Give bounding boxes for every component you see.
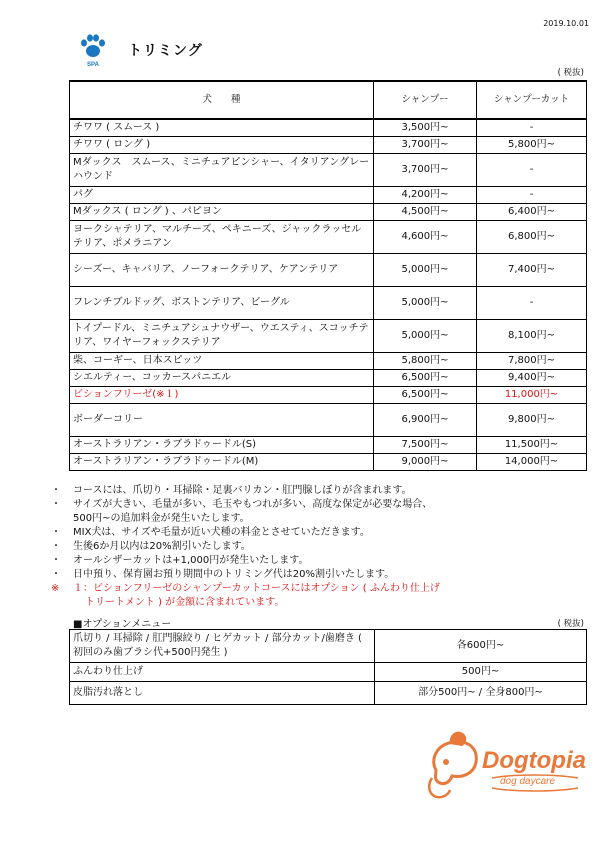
- header-breed: 犬 種: [70, 81, 374, 119]
- logo-tagline: dog daycare: [500, 776, 556, 787]
- shampoo-price: 5,800円~: [374, 353, 477, 370]
- table-row: [70, 353, 587, 370]
- breed-cell: トイプードル、ミニチュアシュナウザー、ウエスティ、スコッチテリア、ワイヤーフォックステリア: [70, 320, 374, 353]
- cut-price: 6,400円~: [477, 204, 587, 221]
- cut-price: 7,800円~: [477, 353, 587, 370]
- table-row: [70, 254, 587, 287]
- note-text: １：ビションフリーゼのシャンプーカットコースにはオプション ( ふんわり仕上げ: [73, 583, 440, 594]
- note-item: [51, 526, 440, 540]
- tax-note: ( 税抜): [557, 68, 584, 78]
- cut-price: 9,800円~: [477, 404, 587, 437]
- shampoo-price: 6,500円~: [374, 387, 477, 404]
- breed-cell: ヨークシャテリア、マルチーズ、ペキニーズ、ジャックラッセルテリア、ポメラニアン: [70, 221, 374, 254]
- shampoo-price: 3,700円~: [374, 154, 477, 187]
- note-text: サイズが大きい、毛量が多い、毛玉やもつれが多い、高度な保定が必要な場合、: [73, 499, 433, 510]
- cut-price: 6,800円~: [477, 221, 587, 254]
- trimming-price-table: [69, 80, 587, 471]
- breed-cell: Mダックス ( ロング ) 、パピヨン: [70, 204, 374, 221]
- table-row: [70, 137, 587, 154]
- note-item: [51, 540, 440, 554]
- shampoo-price: 4,600円~: [374, 221, 477, 254]
- paw-logo-icon: [78, 32, 108, 70]
- note-text: コースには、爪切り・耳掃除・足裏バリカン・肛門腺しぼりが含まれます。: [73, 485, 412, 496]
- table-row: [70, 287, 587, 320]
- document-date: 2019.10.01: [543, 19, 589, 28]
- cut-price: 8,100円~: [477, 320, 587, 353]
- option-name: ふんわり仕上げ: [70, 663, 375, 682]
- note-item: [51, 484, 440, 498]
- option-price: 部分500円~ / 全身800円~: [375, 682, 587, 705]
- table-row: [70, 370, 587, 387]
- table-row: [70, 187, 587, 204]
- brand-small-label: SPA: [87, 62, 99, 68]
- notes-list: [51, 484, 440, 610]
- breed-cell: 柴、コーギー、日本スピッツ: [70, 353, 374, 370]
- breed-cell: オーストラリアン・ラブラドゥードル(M): [70, 454, 374, 471]
- cut-price: -: [477, 154, 587, 187]
- header-shampoo-cut: シャンプーカット: [477, 81, 587, 119]
- option-price: 500円~: [375, 663, 587, 682]
- logo-name: Dogtopia: [482, 747, 586, 774]
- option-price: 各600円~: [375, 630, 587, 663]
- note-text: MIX犬は、サイズや毛量が近い犬種の料金とさせていただきます。: [73, 527, 370, 538]
- cut-price: 14,000円~: [477, 454, 587, 471]
- table-row: [70, 454, 587, 471]
- note-item-highlighted: [51, 582, 440, 610]
- tax-note-options: ( 税抜): [557, 619, 584, 629]
- note-bullet: ・: [51, 555, 61, 566]
- shampoo-price: 4,500円~: [374, 204, 477, 221]
- cut-price: -: [477, 287, 587, 320]
- cut-price: 9,400円~: [477, 370, 587, 387]
- breed-cell: シーズー、キャバリア、ノーフォークテリア、ケアンテリア: [70, 254, 374, 287]
- cut-price: -: [477, 119, 587, 137]
- cut-price: -: [477, 187, 587, 204]
- shampoo-price: 3,700円~: [374, 137, 477, 154]
- note-text: 生後6か月以内は20%割引いたします。: [73, 541, 251, 552]
- header-shampoo: シャンプー: [374, 81, 477, 119]
- breed-cell: パグ: [70, 187, 374, 204]
- table-row: [70, 682, 587, 705]
- cut-price: 11,000円~: [477, 387, 587, 404]
- options-price-table: [69, 629, 587, 705]
- note-text-continued: トリートメント ) が金額に含まれています。: [85, 597, 285, 608]
- table-row: [70, 204, 587, 221]
- cut-price: 5,800円~: [477, 137, 587, 154]
- table-row: [70, 154, 587, 187]
- breed-cell: シエルティー、コッカースパニエル: [70, 370, 374, 387]
- dog-ear-icon: [450, 732, 466, 746]
- breed-cell: ボーダーコリー: [70, 404, 374, 437]
- note-bullet: ※: [51, 583, 60, 594]
- breed-cell: Mダックス スムース、ミニチュアピンシャー、イタリアングレーハウンド: [70, 154, 374, 187]
- shampoo-price: 5,000円~: [374, 320, 477, 353]
- table-header-row: [70, 81, 587, 119]
- breed-cell: ビションフリーゼ(※１): [70, 387, 374, 404]
- table-row: [70, 630, 587, 663]
- shampoo-price: 5,000円~: [374, 287, 477, 320]
- table-row: [70, 404, 587, 437]
- note-item: [51, 498, 440, 526]
- note-item: [51, 568, 440, 582]
- cut-price: 7,400円~: [477, 254, 587, 287]
- table-row: [70, 437, 587, 454]
- breed-cell: フレンチブルドッグ、ボストンテリア、ビーグル: [70, 287, 374, 320]
- dog-eye-icon: [443, 759, 449, 765]
- dogtopia-logo: [424, 726, 589, 801]
- breed-cell: チワワ ( スムース ): [70, 119, 374, 137]
- note-bullet: ・: [51, 499, 61, 510]
- shampoo-price: 6,900円~: [374, 404, 477, 437]
- option-name: 爪切り / 耳掃除 / 肛門腺絞り / ヒゲカット / 部分カット/歯磨き ( 初回のみ歯ブラシ代+500円発生 ): [70, 630, 375, 663]
- shampoo-price: 9,000円~: [374, 454, 477, 471]
- note-text: 日中預り、保育園お預り期間中のトリミング代は20%割引いたします。: [73, 569, 395, 580]
- breed-cell: オーストラリアン・ラブラドゥードル(S): [70, 437, 374, 454]
- table-row: [70, 320, 587, 353]
- table-row-highlighted: [70, 387, 587, 404]
- options-title: ■オプションメニュー: [73, 619, 172, 630]
- table-row: [70, 221, 587, 254]
- shampoo-price: 4,200円~: [374, 187, 477, 204]
- note-text-continued: 500円~の追加料金が発生いたします。: [73, 513, 250, 524]
- dog-head-icon: [434, 742, 477, 784]
- cut-price: 11,500円~: [477, 437, 587, 454]
- note-bullet: ・: [51, 569, 61, 580]
- note-bullet: ・: [51, 541, 61, 552]
- shampoo-price: 5,000円~: [374, 254, 477, 287]
- note-item: [51, 554, 440, 568]
- table-row: [70, 663, 587, 682]
- option-name: 皮脂汚れ落とし: [70, 682, 375, 705]
- note-bullet: ・: [51, 527, 61, 538]
- shampoo-price: 3,500円~: [374, 119, 477, 137]
- note-text: オールシザーカットは+1,000円が発生いたします。: [73, 555, 309, 566]
- note-bullet: ・: [51, 485, 61, 496]
- breed-cell: チワワ ( ロング ): [70, 137, 374, 154]
- shampoo-price: 6,500円~: [374, 370, 477, 387]
- page-title: トリミング: [128, 43, 203, 59]
- table-row: [70, 119, 587, 137]
- shampoo-price: 7,500円~: [374, 437, 477, 454]
